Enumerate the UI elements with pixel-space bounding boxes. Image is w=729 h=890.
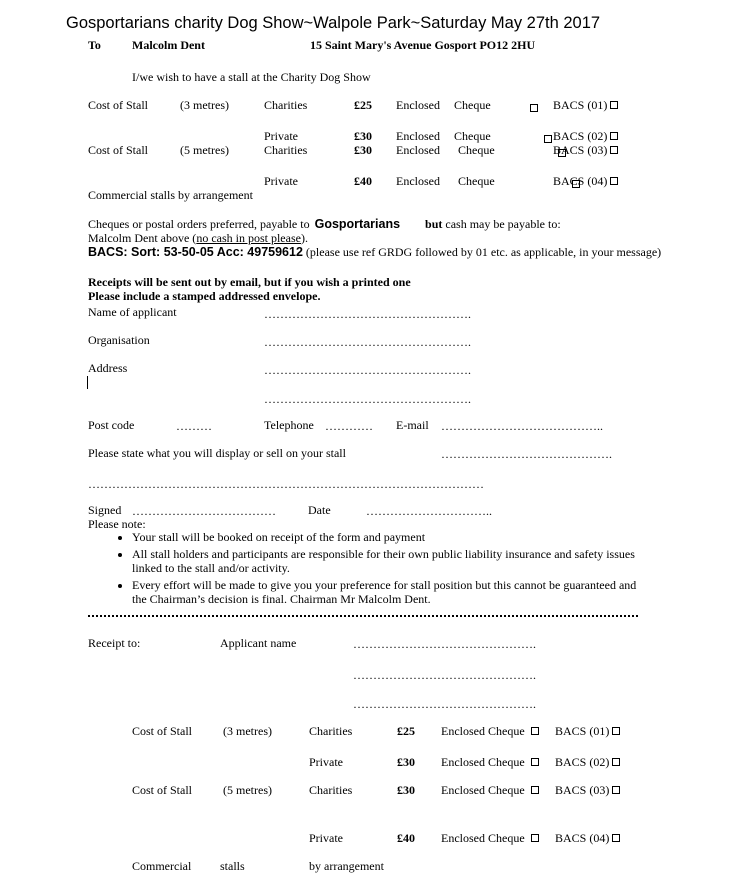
bacs-label: BACS (03) [555, 783, 610, 797]
receipt-price-row2: £30 [397, 755, 415, 769]
receipt-bacs-checkbox-row4[interactable] [612, 834, 620, 842]
postcode-field[interactable]: ……… [176, 419, 212, 433]
receipt-note-line1: Receipts will be sent out by email, but if you wish a printed one [88, 275, 411, 289]
bacs-checkbox-row3[interactable] [610, 146, 618, 154]
applicant-name-label: Applicant name [220, 636, 297, 650]
receipt-price-row3: £30 [397, 783, 415, 797]
cost-label-3m: Cost of Stall [88, 98, 149, 112]
receipt-address-field-1[interactable]: ………………………………………. [353, 668, 536, 682]
receipt-bacs-option-row3 [555, 783, 620, 797]
cheque-checkbox-row1[interactable] [530, 104, 538, 112]
receipt-by-arrangement: by arrangement [309, 859, 384, 873]
cost-label-5m: Cost of Stall [88, 143, 149, 157]
price-row3: £30 [354, 143, 372, 157]
display-field[interactable]: ……………………………………. [441, 447, 612, 461]
bacs-option-row1 [553, 98, 618, 112]
date-label: Date [308, 503, 331, 517]
enclosed-label: Enclosed [396, 174, 440, 188]
size-5m: (5 metres) [180, 143, 229, 157]
bacs-line [88, 245, 661, 259]
charities-label: Charities [264, 98, 308, 112]
receipt-bacs-checkbox-row2[interactable] [612, 758, 620, 766]
receipt-cheque-option-row1 [441, 724, 539, 738]
enclosed-cheque-label: Enclosed Cheque [441, 724, 525, 738]
notes-heading: Please note: [88, 517, 146, 531]
page-title: Gosportarians charity Dog Show~Walpole Park~Saturday May 27th 2017 [66, 14, 601, 32]
to-label: To [88, 38, 101, 52]
intro-text: I/we wish to have a stall at the Charity Dog Show [132, 70, 371, 84]
payment-text: ). [300, 231, 308, 245]
organisation-label: Organisation [88, 333, 150, 347]
receipt-price-row1: £25 [397, 724, 415, 738]
receipt-cost-label-3m: Cost of Stall [132, 724, 193, 738]
private-label: Private [264, 174, 298, 188]
receipt-bacs-option-row1 [555, 724, 620, 738]
enclosed-label: Enclosed [396, 143, 440, 157]
charities-label: Charities [264, 143, 308, 157]
receipt-cheque-checkbox-row2[interactable] [531, 758, 539, 766]
to-name: Malcolm Dent [132, 38, 205, 52]
bacs-checkbox-row2[interactable] [610, 132, 618, 140]
receipt-stalls-word: stalls [220, 859, 245, 873]
enclosed-label: Enclosed [396, 129, 440, 143]
email-field[interactable]: ………………………………….. [441, 419, 603, 433]
receipt-bacs-checkbox-row1[interactable] [612, 727, 620, 735]
price-row1: £25 [354, 98, 372, 112]
receipt-cheque-option-row4 [441, 831, 539, 845]
receipt-charities-label: Charities [309, 724, 353, 738]
cheque-label: Cheque [458, 143, 495, 157]
payment-line2 [88, 231, 308, 245]
enclosed-label: Enclosed [396, 98, 440, 112]
signed-label: Signed [88, 503, 122, 517]
payment-text: cash may be payable to: [445, 217, 561, 231]
receipt-size-3m: (3 metres) [223, 724, 272, 738]
bacs-option-row3 [553, 143, 618, 157]
receipt-name-field[interactable]: ………………………………………. [353, 637, 536, 651]
bacs-checkbox-row4[interactable] [610, 177, 618, 185]
postcode-label: Post code [88, 418, 135, 432]
address-label: Address [88, 361, 128, 375]
address-field-1[interactable]: ……………………………………………. [264, 363, 471, 377]
bacs-checkbox-row1[interactable] [610, 101, 618, 109]
commercial-note: Commercial stalls by arrangement [88, 188, 253, 202]
receipt-cost-label-5m: Cost of Stall [132, 783, 193, 797]
payment-line1 [88, 217, 561, 231]
note-item: • All stall holders and participants are responsible for their own public liability insurance and safety issues linked to the stall and/or activity. [132, 547, 652, 575]
receipt-price-row4: £40 [397, 831, 415, 845]
price-row4: £40 [354, 174, 372, 188]
but-word: but [425, 217, 443, 231]
bacs-note: (please use ref GRDG followed by 01 etc. as applicable, in your message) [305, 245, 662, 259]
receipt-cheque-checkbox-row4[interactable] [531, 834, 539, 842]
note-item: • Every effort will be made to give you your preference for stall position but this cannot be guaranteed and the Chairman’s decision is final. Chairman Mr Malcolm Dent. [132, 578, 652, 606]
bacs-details: BACS: Sort: 53-50-05 Acc: 49759612 [88, 245, 303, 259]
cheque-checkbox-row2[interactable] [544, 135, 552, 143]
receipt-cheque-checkbox-row3[interactable] [531, 786, 539, 794]
receipt-cheque-option-row2 [441, 755, 539, 769]
bacs-label: BACS (02) [555, 755, 610, 769]
payee-name: Gosportarians [314, 217, 401, 231]
bacs-option-row4 [553, 174, 618, 188]
receipt-address-field-2[interactable]: ………………………………………. [353, 697, 536, 711]
display-label: Please state what you will display or sell on your stall [88, 446, 346, 460]
cheque-label: Cheque [454, 129, 491, 143]
name-field[interactable]: ……………………………………………. [264, 307, 471, 321]
receipt-private-label: Private [309, 831, 343, 845]
receipt-note-line2: Please include a stamped addressed envelope. [88, 289, 321, 303]
text-cursor [87, 376, 88, 389]
date-field[interactable]: ………………………….. [366, 504, 492, 518]
address-field-2[interactable]: ……………………………………………. [264, 392, 471, 406]
receipt-bacs-option-row4 [555, 831, 620, 845]
receipt-cheque-option-row3 [441, 783, 539, 797]
receipt-cheque-checkbox-row1[interactable] [531, 727, 539, 735]
price-row2: £30 [354, 129, 372, 143]
bacs-label: BACS (02) [553, 129, 608, 143]
cut-line-divider [88, 615, 638, 617]
bacs-label: BACS (03) [553, 143, 608, 157]
name-label: Name of applicant [88, 305, 177, 319]
payment-text: Malcolm Dent above ( [88, 231, 197, 245]
no-cash-note: no cash in post please [196, 231, 301, 245]
bacs-label: BACS (01) [555, 724, 610, 738]
receipt-bacs-checkbox-row3[interactable] [612, 786, 620, 794]
receipt-size-5m: (5 metres) [223, 783, 272, 797]
enclosed-cheque-label: Enclosed Cheque [441, 755, 525, 769]
bacs-option-row2 [553, 129, 618, 143]
bacs-label: BACS (04) [555, 831, 610, 845]
receipt-charities-label: Charities [309, 783, 353, 797]
receipt-commercial-word: Commercial [132, 859, 192, 873]
email-label: E-mail [396, 418, 429, 432]
private-label: Private [264, 129, 298, 143]
receipt-bacs-option-row2 [555, 755, 620, 769]
signed-field[interactable]: ……………………………… [132, 504, 276, 518]
payment-text: Cheques or postal orders preferred, payable to [88, 217, 310, 231]
cheque-label: Cheque [458, 174, 495, 188]
note-item: • Your stall will be booked on receipt of the form and payment [132, 530, 652, 544]
enclosed-cheque-label: Enclosed Cheque [441, 783, 525, 797]
to-address: 15 Saint Mary's Avenue Gosport PO12 2HU [310, 38, 536, 52]
enclosed-cheque-label: Enclosed Cheque [441, 831, 525, 845]
telephone-label: Telephone [264, 418, 314, 432]
size-3m: (3 metres) [180, 98, 229, 112]
notes-list [112, 530, 652, 609]
telephone-field[interactable]: ………… [325, 419, 373, 433]
bacs-label: BACS (01) [553, 98, 608, 112]
display-field-line[interactable]: ……………………………………………………………………………………… [88, 477, 484, 491]
receipt-to-label: Receipt to: [88, 636, 141, 650]
bacs-label: BACS (04) [553, 174, 608, 188]
cheque-label: Cheque [454, 98, 491, 112]
organisation-field[interactable]: ……………………………………………. [264, 335, 471, 349]
receipt-private-label: Private [309, 755, 343, 769]
